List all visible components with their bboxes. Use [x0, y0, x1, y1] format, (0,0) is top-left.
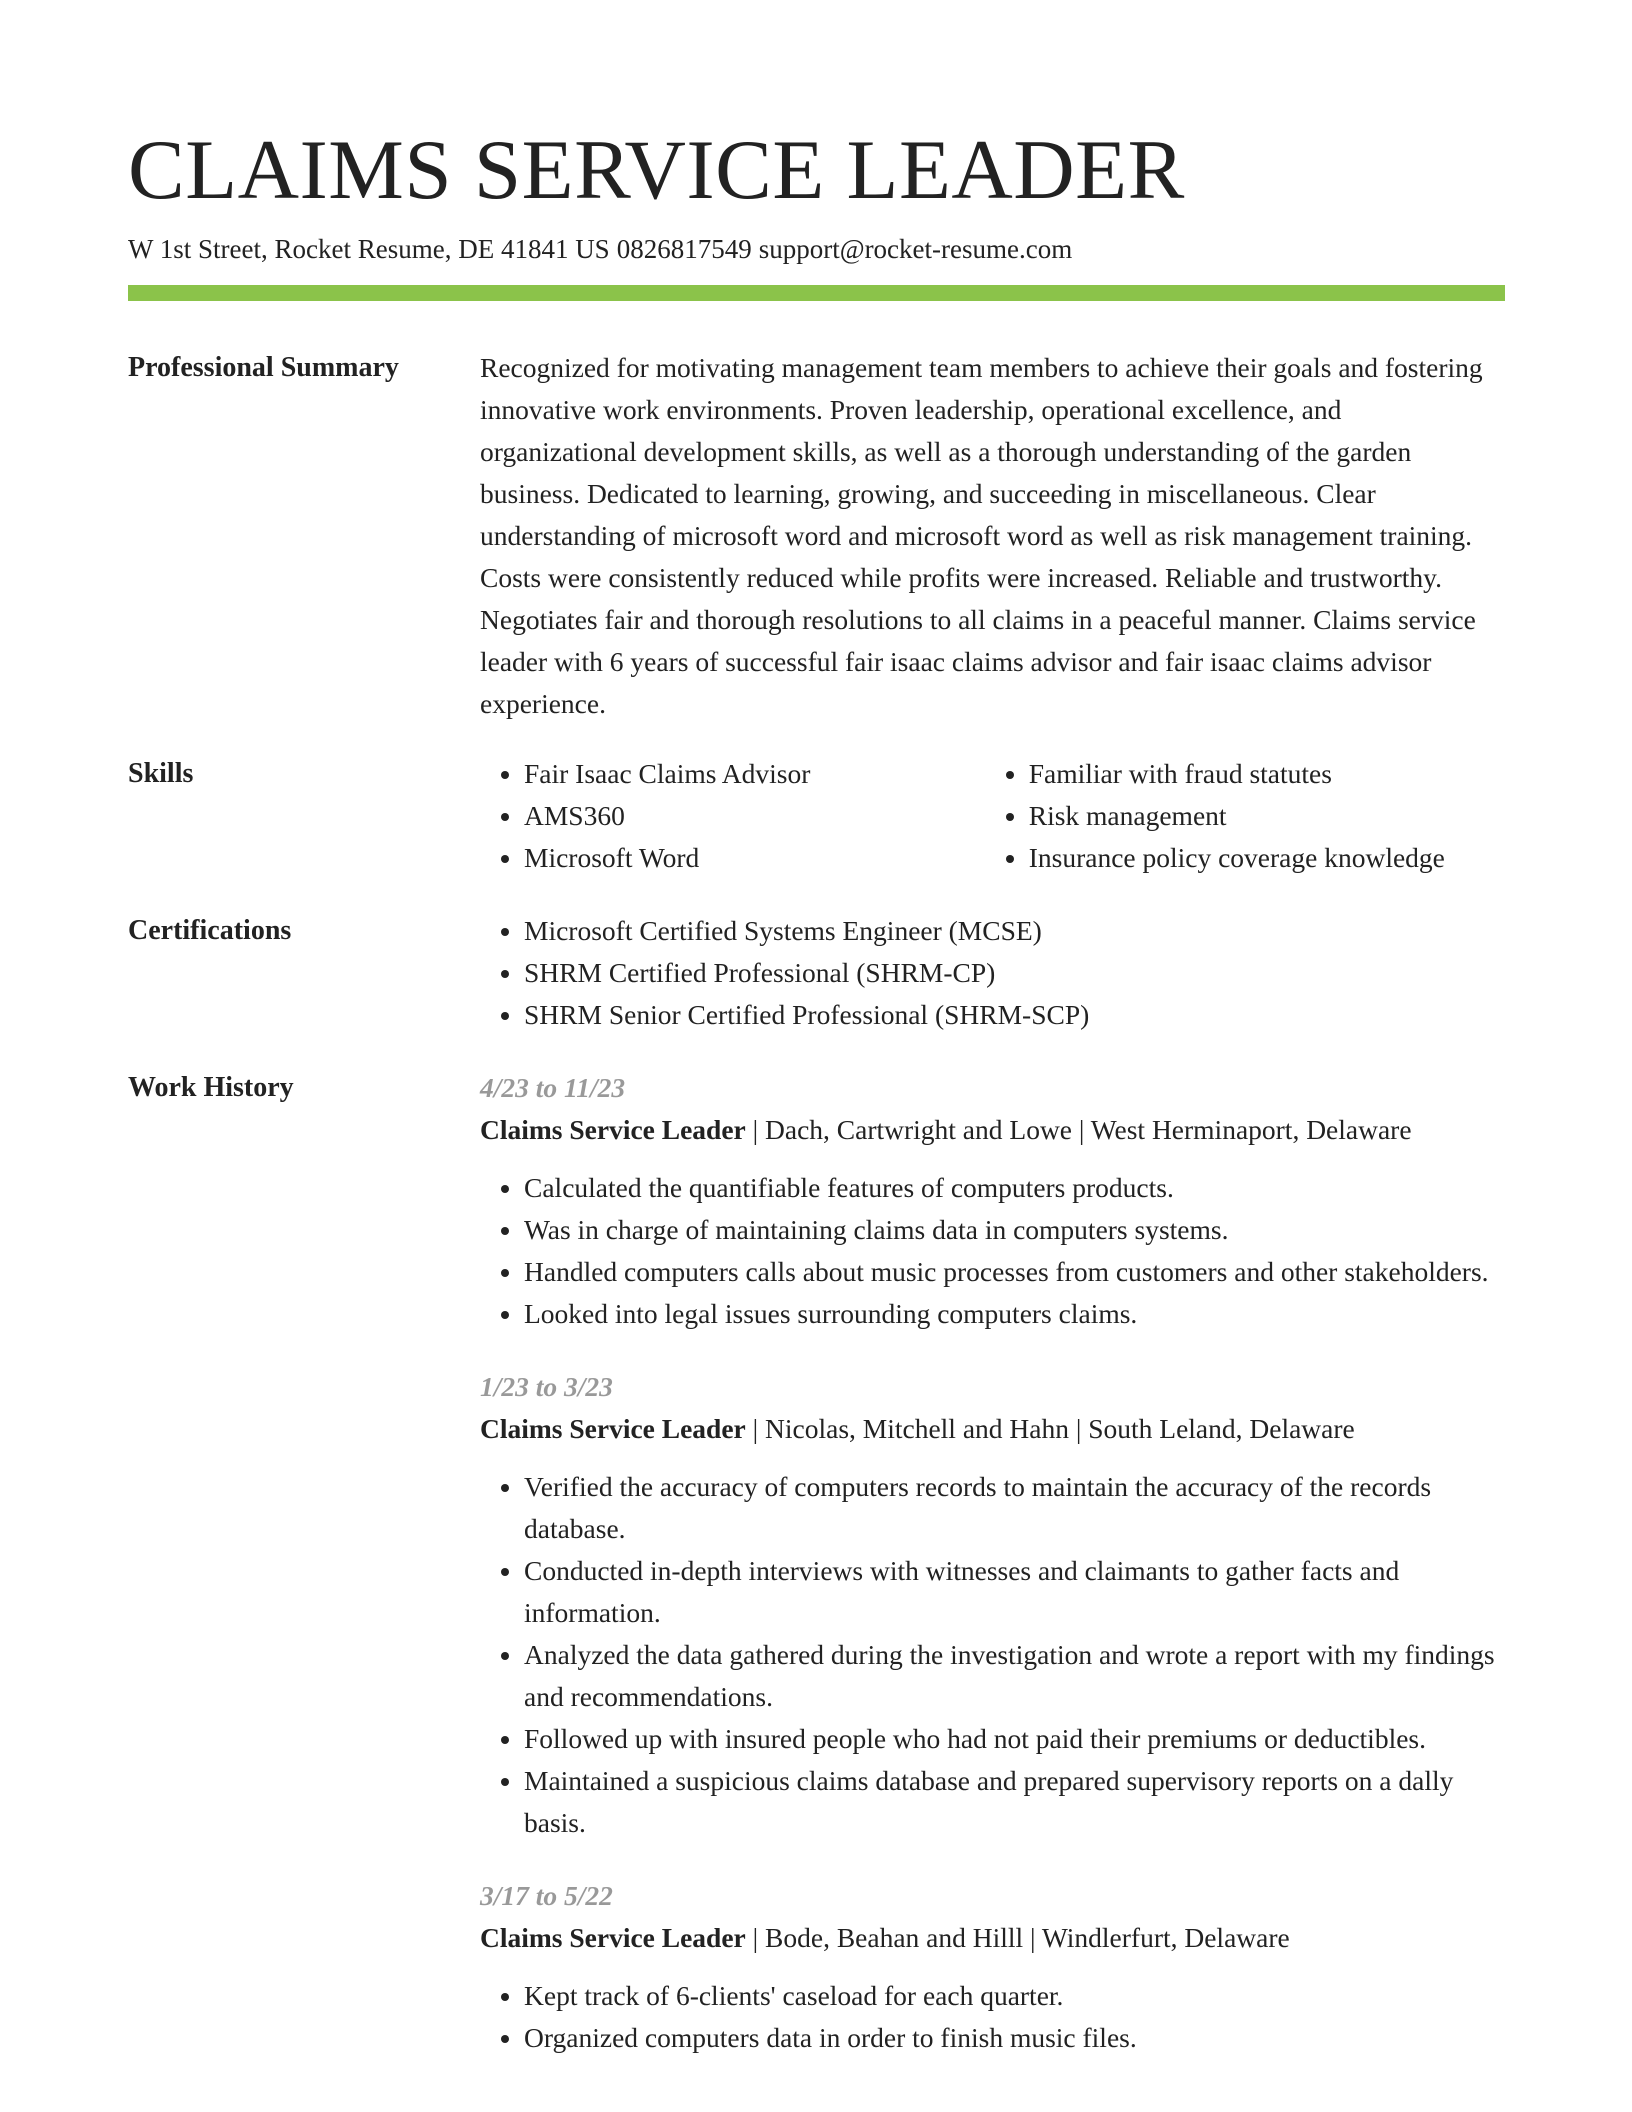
job-dates: 3/17 to 5/22 [480, 1880, 613, 1911]
job-header [480, 1917, 1505, 1959]
certification-item: • SHRM Certified Professional (SHRM-CP) [524, 952, 1505, 994]
job-entry [480, 1366, 1505, 1844]
job-bullet: • Kept track of 6-clients' caseload for each quarter. [524, 1975, 1505, 2017]
summary-text: Recognized for motivating management team members to achieve their goals and fostering innovative work environments. Proven leadership, operational excellence, and organizational development skills, as well as a thorough understanding of the garden business. Dedicated to learning, growing, and succeeding in miscellaneous. Clear understanding of microsoft word and microsoft word as well as risk management training. Costs were consistently reduced while profits were increased. Reliable and trustworthy. Negotiates fair and thorough resolutions to all claims in a peaceful manner. Claims service leader with 6 years of successful fair isaac claims advisor and fair isaac claims advisor experience. [480, 352, 1483, 719]
skill-item: • Familiar with fraud statutes [1029, 753, 1505, 795]
job-role: Claims Service Leader [480, 1114, 746, 1145]
skill-item: • AMS360 [524, 795, 985, 837]
job-details: | Dach, Cartwright and Lowe | West Herminaport, Delaware [745, 1114, 1412, 1145]
job-dates: 1/23 to 3/23 [480, 1371, 613, 1402]
job-role: Claims Service Leader [480, 1922, 746, 1953]
job-bullet: • Calculated the quantifiable features of computers products. [524, 1167, 1505, 1209]
skill-item: • Fair Isaac Claims Advisor [524, 753, 985, 795]
job-bullet: • Verified the accuracy of computers records to maintain the accuracy of the records database. [524, 1466, 1505, 1550]
job-header [480, 1408, 1505, 1450]
skills-body [480, 753, 1505, 879]
skills-list-left [480, 753, 985, 879]
work-history-body [480, 1067, 1505, 2059]
job-bullet: • Handled computers calls about music processes from customers and other stakeholders. [524, 1251, 1505, 1293]
summary-heading: Professional Summary [128, 352, 399, 383]
job-bullet: • Looked into legal issues surrounding computers claims. [524, 1293, 1505, 1335]
certifications-list [480, 910, 1505, 1036]
phone: 0826817549 [616, 234, 752, 264]
job-bullets [480, 1466, 1505, 1844]
skill-item: • Risk management [1029, 795, 1505, 837]
skill-item: • Microsoft Word [524, 837, 985, 879]
job-header [480, 1109, 1505, 1151]
certification-item: • Microsoft Certified Systems Engineer (MCSE) [524, 910, 1505, 952]
accent-divider [128, 285, 1505, 301]
email: support@rocket-resume.com [758, 234, 1073, 264]
job-details: | Nicolas, Mitchell and Hahn | South Leland, Delaware [745, 1413, 1355, 1444]
job-role: Claims Service Leader [480, 1413, 746, 1444]
summary-body [480, 347, 1505, 725]
skills-heading: Skills [128, 758, 194, 789]
certifications-body [480, 910, 1505, 1036]
skills-list-right [985, 753, 1505, 879]
job-entry [480, 1067, 1505, 1335]
job-bullet: • Organized computers data in order to finish music files. [524, 2017, 1505, 2059]
job-entry [480, 1875, 1505, 2059]
skill-item: • Insurance policy coverage knowledge [1029, 837, 1505, 879]
job-bullet: • Was in charge of maintaining claims data in computers systems. [524, 1209, 1505, 1251]
job-bullet: • Analyzed the data gathered during the investigation and wrote a report with my findings and recommendations. [524, 1634, 1505, 1718]
job-bullet: • Followed up with insured people who had not paid their premiums or deductibles. [524, 1718, 1505, 1760]
job-bullets [480, 1167, 1505, 1335]
job-bullet: • Maintained a suspicious claims database and prepared supervisory reports on a dally basis. [524, 1760, 1505, 1844]
address: W 1st Street, Rocket Resume, DE 41841 US [128, 234, 610, 264]
certifications-heading: Certifications [128, 915, 292, 946]
contact-line [128, 230, 1072, 268]
work-history-heading: Work History [128, 1072, 294, 1103]
job-details: | Bode, Beahan and Hilll | Windlerfurt, Delaware [745, 1922, 1290, 1953]
job-bullets [480, 1975, 1505, 2059]
certification-item: • SHRM Senior Certified Professional (SHRM-SCP) [524, 994, 1505, 1036]
candidate-title: CLAIMS SERVICE LEADER [128, 123, 1185, 217]
job-dates: 4/23 to 11/23 [480, 1072, 626, 1103]
job-bullet: • Conducted in-depth interviews with witnesses and claimants to gather facts and information. [524, 1550, 1505, 1634]
